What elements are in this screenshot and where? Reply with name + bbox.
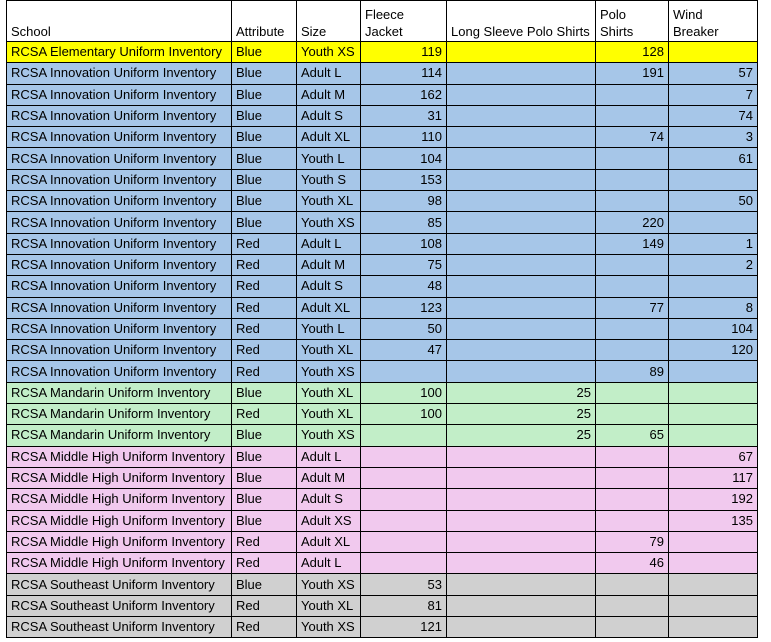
cell-size[interactable]: Youth XS [297, 361, 361, 382]
cell-polo-shirts[interactable]: 191 [596, 63, 669, 84]
cell-long-sleeve-polo[interactable] [447, 63, 596, 84]
cell-attribute[interactable]: Blue [232, 574, 297, 595]
cell-fleece-jacket[interactable]: 53 [361, 574, 447, 595]
cell-fleece-jacket[interactable] [361, 467, 447, 488]
cell-attribute[interactable]: Red [232, 297, 297, 318]
cell-long-sleeve-polo[interactable] [447, 105, 596, 126]
table-row [7, 617, 758, 638]
cell-polo-shirts[interactable]: 77 [596, 297, 669, 318]
cell-wind-breaker[interactable]: 61 [669, 148, 758, 169]
cell-school[interactable]: RCSA Innovation Uniform Inventory [7, 191, 232, 212]
cell-fleece-jacket[interactable] [361, 489, 447, 510]
header-size[interactable]: Size [297, 1, 361, 42]
cell-polo-shirts[interactable]: 65 [596, 425, 669, 446]
cell-fleece-jacket[interactable]: 104 [361, 148, 447, 169]
cell-wind-breaker[interactable]: 7 [669, 84, 758, 105]
cell-size[interactable]: Youth XS [297, 617, 361, 638]
cell-polo-shirts[interactable] [596, 404, 669, 425]
cell-school[interactable]: RCSA Southeast Uniform Inventory [7, 574, 232, 595]
cell-attribute[interactable]: Red [232, 404, 297, 425]
table-row [7, 361, 758, 382]
cell-wind-breaker[interactable] [669, 404, 758, 425]
cell-school[interactable]: RCSA Innovation Uniform Inventory [7, 340, 232, 361]
header-wind-line-1: Wind [673, 7, 703, 22]
cell-school[interactable]: RCSA Innovation Uniform Inventory [7, 276, 232, 297]
cell-school[interactable]: RCSA Innovation Uniform Inventory [7, 127, 232, 148]
header-polo-line-1: Polo [600, 7, 627, 22]
cell-attribute[interactable]: Red [232, 361, 297, 382]
cell-school[interactable]: RCSA Southeast Uniform Inventory [7, 617, 232, 638]
header-fleece-line-2: Jacket [365, 24, 403, 39]
cell-attribute[interactable]: Red [232, 595, 297, 616]
cell-wind-breaker[interactable]: 8 [669, 297, 758, 318]
header-wind-line-2: Breaker [673, 24, 719, 39]
cell-size[interactable]: Youth XL [297, 595, 361, 616]
cell-wind-breaker[interactable]: 135 [669, 510, 758, 531]
cell-fleece-jacket[interactable]: 75 [361, 254, 447, 275]
cell-fleece-jacket[interactable]: 162 [361, 84, 447, 105]
cell-wind-breaker[interactable]: 104 [669, 318, 758, 339]
cell-attribute[interactable]: Blue [232, 467, 297, 488]
cell-polo-shirts[interactable] [596, 446, 669, 467]
cell-school[interactable]: RCSA Middle High Uniform Inventory [7, 489, 232, 510]
cell-school[interactable]: RCSA Mandarin Uniform Inventory [7, 382, 232, 403]
cell-fleece-jacket[interactable] [361, 361, 447, 382]
cell-polo-shirts[interactable] [596, 489, 669, 510]
cell-school[interactable]: RCSA Innovation Uniform Inventory [7, 254, 232, 275]
table-row [7, 42, 758, 63]
cell-school[interactable]: RCSA Innovation Uniform Inventory [7, 169, 232, 190]
cell-fleece-jacket[interactable]: 121 [361, 617, 447, 638]
cell-long-sleeve-polo[interactable] [447, 467, 596, 488]
cell-size[interactable]: Youth XL [297, 340, 361, 361]
table-row [7, 276, 758, 297]
cell-long-sleeve-polo[interactable] [447, 446, 596, 467]
cell-size[interactable]: Youth L [297, 148, 361, 169]
cell-wind-breaker[interactable]: 2 [669, 254, 758, 275]
cell-polo-shirts[interactable]: 89 [596, 361, 669, 382]
table-row [7, 105, 758, 126]
table-row [7, 425, 758, 446]
cell-attribute[interactable]: Blue [232, 169, 297, 190]
header-long-sleeve-polo[interactable]: Long Sleeve Polo Shirts [447, 1, 596, 42]
cell-school[interactable]: RCSA Innovation Uniform Inventory [7, 84, 232, 105]
cell-school[interactable]: RCSA Innovation Uniform Inventory [7, 318, 232, 339]
cell-wind-breaker[interactable] [669, 531, 758, 552]
cell-polo-shirts[interactable] [596, 169, 669, 190]
cell-wind-breaker[interactable] [669, 617, 758, 638]
cell-long-sleeve-polo[interactable] [447, 297, 596, 318]
cell-wind-breaker[interactable]: 120 [669, 340, 758, 361]
cell-fleece-jacket[interactable]: 119 [361, 42, 447, 63]
cell-school[interactable]: RCSA Mandarin Uniform Inventory [7, 404, 232, 425]
cell-attribute[interactable]: Blue [232, 148, 297, 169]
header-attribute[interactable]: Attribute [232, 1, 297, 42]
cell-fleece-jacket[interactable]: 153 [361, 169, 447, 190]
cell-polo-shirts[interactable]: 46 [596, 553, 669, 574]
cell-attribute[interactable]: Red [232, 553, 297, 574]
cell-fleece-jacket[interactable]: 31 [361, 105, 447, 126]
cell-size[interactable]: Youth XL [297, 191, 361, 212]
table-row [7, 127, 758, 148]
cell-size[interactable]: Adult S [297, 276, 361, 297]
table-row [7, 382, 758, 403]
cell-wind-breaker[interactable]: 192 [669, 489, 758, 510]
cell-polo-shirts[interactable] [596, 254, 669, 275]
table-row [7, 446, 758, 467]
header-fleece-jacket[interactable] [361, 1, 447, 42]
cell-attribute[interactable]: Blue [232, 212, 297, 233]
table-row [7, 553, 758, 574]
cell-size[interactable]: Adult S [297, 489, 361, 510]
cell-fleece-jacket[interactable] [361, 425, 447, 446]
cell-size[interactable]: Youth XL [297, 382, 361, 403]
cell-long-sleeve-polo[interactable] [447, 361, 596, 382]
cell-long-sleeve-polo[interactable]: 25 [447, 382, 596, 403]
table-row [7, 510, 758, 531]
table-row [7, 169, 758, 190]
cell-size[interactable]: Youth L [297, 318, 361, 339]
cell-attribute[interactable]: Blue [232, 446, 297, 467]
cell-size[interactable]: Adult L [297, 233, 361, 254]
cell-fleece-jacket[interactable] [361, 446, 447, 467]
cell-attribute[interactable]: Red [232, 531, 297, 552]
cell-attribute[interactable]: Blue [232, 63, 297, 84]
cell-size[interactable]: Adult M [297, 84, 361, 105]
cell-school[interactable]: RCSA Innovation Uniform Inventory [7, 148, 232, 169]
table-row [7, 340, 758, 361]
cell-size[interactable]: Youth S [297, 169, 361, 190]
table-row [7, 148, 758, 169]
cell-attribute[interactable]: Red [232, 340, 297, 361]
cell-polo-shirts[interactable]: 128 [596, 42, 669, 63]
cell-size[interactable]: Youth XS [297, 574, 361, 595]
cell-polo-shirts[interactable] [596, 574, 669, 595]
cell-school[interactable]: RCSA Innovation Uniform Inventory [7, 233, 232, 254]
table-row [7, 84, 758, 105]
cell-polo-shirts[interactable] [596, 340, 669, 361]
cell-long-sleeve-polo[interactable] [447, 510, 596, 531]
cell-long-sleeve-polo[interactable]: 25 [447, 404, 596, 425]
cell-long-sleeve-polo[interactable] [447, 254, 596, 275]
table-row [7, 531, 758, 552]
cell-fleece-jacket[interactable]: 100 [361, 404, 447, 425]
cell-school[interactable]: RCSA Innovation Uniform Inventory [7, 63, 232, 84]
table-row [7, 297, 758, 318]
cell-long-sleeve-polo[interactable] [447, 574, 596, 595]
cell-school[interactable]: RCSA Innovation Uniform Inventory [7, 361, 232, 382]
header-school[interactable]: School [7, 1, 232, 42]
cell-polo-shirts[interactable] [596, 467, 669, 488]
table-row [7, 318, 758, 339]
cell-wind-breaker[interactable]: 74 [669, 105, 758, 126]
cell-wind-breaker[interactable] [669, 169, 758, 190]
cell-school[interactable]: RCSA Mandarin Uniform Inventory [7, 425, 232, 446]
cell-fleece-jacket[interactable] [361, 510, 447, 531]
cell-wind-breaker[interactable] [669, 425, 758, 446]
cell-wind-breaker[interactable]: 1 [669, 233, 758, 254]
cell-long-sleeve-polo[interactable] [447, 531, 596, 552]
cell-long-sleeve-polo[interactable] [447, 617, 596, 638]
cell-polo-shirts[interactable] [596, 148, 669, 169]
cell-size[interactable]: Adult XL [297, 531, 361, 552]
cell-long-sleeve-polo[interactable] [447, 191, 596, 212]
table-row [7, 63, 758, 84]
cell-size[interactable]: Youth XS [297, 212, 361, 233]
cell-attribute[interactable]: Blue [232, 489, 297, 510]
cell-wind-breaker[interactable]: 3 [669, 127, 758, 148]
cell-school[interactable]: RCSA Southeast Uniform Inventory [7, 595, 232, 616]
cell-school[interactable]: RCSA Middle High Uniform Inventory [7, 531, 232, 552]
cell-fleece-jacket[interactable]: 123 [361, 297, 447, 318]
cell-long-sleeve-polo[interactable] [447, 233, 596, 254]
cell-wind-breaker[interactable]: 50 [669, 191, 758, 212]
cell-wind-breaker[interactable] [669, 42, 758, 63]
cell-wind-breaker[interactable] [669, 574, 758, 595]
cell-wind-breaker[interactable] [669, 361, 758, 382]
cell-wind-breaker[interactable]: 57 [669, 63, 758, 84]
cell-size[interactable]: Adult XL [297, 297, 361, 318]
table-row [7, 212, 758, 233]
cell-school[interactable]: RCSA Middle High Uniform Inventory [7, 510, 232, 531]
cell-polo-shirts[interactable] [596, 84, 669, 105]
cell-wind-breaker[interactable]: 67 [669, 446, 758, 467]
header-fleece-line-1: Fleece [365, 7, 405, 22]
cell-polo-shirts[interactable] [596, 276, 669, 297]
cell-size[interactable]: Adult M [297, 467, 361, 488]
cell-size[interactable]: Adult L [297, 63, 361, 84]
cell-polo-shirts[interactable] [596, 318, 669, 339]
cell-wind-breaker[interactable] [669, 276, 758, 297]
header-polo-line-2: Shirts [600, 24, 634, 39]
cell-long-sleeve-polo[interactable] [447, 169, 596, 190]
table-row [7, 233, 758, 254]
cell-long-sleeve-polo[interactable] [447, 127, 596, 148]
cell-polo-shirts[interactable]: 149 [596, 233, 669, 254]
table-row [7, 489, 758, 510]
cell-long-sleeve-polo[interactable] [447, 595, 596, 616]
cell-polo-shirts[interactable]: 220 [596, 212, 669, 233]
cell-long-sleeve-polo[interactable] [447, 212, 596, 233]
cell-polo-shirts[interactable] [596, 105, 669, 126]
cell-size[interactable]: Adult S [297, 105, 361, 126]
cell-size[interactable]: Adult XS [297, 510, 361, 531]
cell-polo-shirts[interactable] [596, 595, 669, 616]
cell-long-sleeve-polo[interactable] [447, 340, 596, 361]
inventory-table [6, 0, 758, 638]
cell-size[interactable]: Youth XL [297, 404, 361, 425]
cell-wind-breaker[interactable] [669, 595, 758, 616]
cell-attribute[interactable]: Blue [232, 105, 297, 126]
table-body [7, 42, 758, 638]
cell-fleece-jacket[interactable]: 48 [361, 276, 447, 297]
cell-school[interactable]: RCSA Middle High Uniform Inventory [7, 553, 232, 574]
cell-long-sleeve-polo[interactable] [447, 84, 596, 105]
cell-size[interactable]: Youth XS [297, 425, 361, 446]
cell-long-sleeve-polo[interactable]: 25 [447, 425, 596, 446]
cell-fleece-jacket[interactable]: 85 [361, 212, 447, 233]
cell-attribute[interactable]: Blue [232, 382, 297, 403]
table-row [7, 574, 758, 595]
cell-wind-breaker[interactable] [669, 382, 758, 403]
cell-size[interactable]: Youth XS [297, 42, 361, 63]
cell-fleece-jacket[interactable] [361, 531, 447, 552]
cell-wind-breaker[interactable]: 117 [669, 467, 758, 488]
cell-school[interactable]: RCSA Innovation Uniform Inventory [7, 105, 232, 126]
cell-fleece-jacket[interactable]: 108 [361, 233, 447, 254]
cell-attribute[interactable]: Blue [232, 425, 297, 446]
cell-fleece-jacket[interactable]: 100 [361, 382, 447, 403]
cell-polo-shirts[interactable] [596, 382, 669, 403]
cell-fleece-jacket[interactable]: 114 [361, 63, 447, 84]
cell-attribute[interactable]: Blue [232, 127, 297, 148]
header-row [7, 1, 758, 42]
cell-attribute[interactable]: Red [232, 276, 297, 297]
table-row [7, 191, 758, 212]
cell-fleece-jacket[interactable]: 47 [361, 340, 447, 361]
cell-school[interactable]: RCSA Innovation Uniform Inventory [7, 212, 232, 233]
cell-school[interactable]: RCSA Elementary Uniform Inventory [7, 42, 232, 63]
cell-attribute[interactable]: Blue [232, 191, 297, 212]
cell-fleece-jacket[interactable] [361, 553, 447, 574]
cell-polo-shirts[interactable] [596, 617, 669, 638]
cell-attribute[interactable]: Blue [232, 42, 297, 63]
cell-long-sleeve-polo[interactable] [447, 42, 596, 63]
cell-fleece-jacket[interactable]: 50 [361, 318, 447, 339]
cell-polo-shirts[interactable] [596, 510, 669, 531]
cell-long-sleeve-polo[interactable] [447, 148, 596, 169]
cell-size[interactable]: Adult XL [297, 127, 361, 148]
cell-school[interactable]: RCSA Middle High Uniform Inventory [7, 446, 232, 467]
cell-wind-breaker[interactable] [669, 553, 758, 574]
cell-attribute[interactable]: Red [232, 318, 297, 339]
cell-long-sleeve-polo[interactable] [447, 276, 596, 297]
cell-school[interactable]: RCSA Innovation Uniform Inventory [7, 297, 232, 318]
cell-fleece-jacket[interactable]: 98 [361, 191, 447, 212]
cell-wind-breaker[interactable] [669, 212, 758, 233]
cell-polo-shirts[interactable] [596, 191, 669, 212]
cell-attribute[interactable]: Blue [232, 510, 297, 531]
cell-size[interactable]: Adult L [297, 553, 361, 574]
cell-school[interactable]: RCSA Middle High Uniform Inventory [7, 467, 232, 488]
cell-long-sleeve-polo[interactable] [447, 553, 596, 574]
cell-long-sleeve-polo[interactable] [447, 489, 596, 510]
cell-attribute[interactable]: Red [232, 254, 297, 275]
cell-attribute[interactable]: Blue [232, 84, 297, 105]
table-row [7, 467, 758, 488]
cell-fleece-jacket[interactable]: 81 [361, 595, 447, 616]
header-wind-breaker[interactable] [669, 1, 758, 42]
table-row [7, 595, 758, 616]
cell-size[interactable]: Adult L [297, 446, 361, 467]
table-row [7, 254, 758, 275]
cell-attribute[interactable]: Red [232, 233, 297, 254]
cell-polo-shirts[interactable]: 74 [596, 127, 669, 148]
cell-attribute[interactable]: Red [232, 617, 297, 638]
cell-polo-shirts[interactable]: 79 [596, 531, 669, 552]
cell-fleece-jacket[interactable]: 110 [361, 127, 447, 148]
table-row [7, 404, 758, 425]
cell-size[interactable]: Adult M [297, 254, 361, 275]
header-polo-shirts[interactable] [596, 1, 669, 42]
cell-long-sleeve-polo[interactable] [447, 318, 596, 339]
